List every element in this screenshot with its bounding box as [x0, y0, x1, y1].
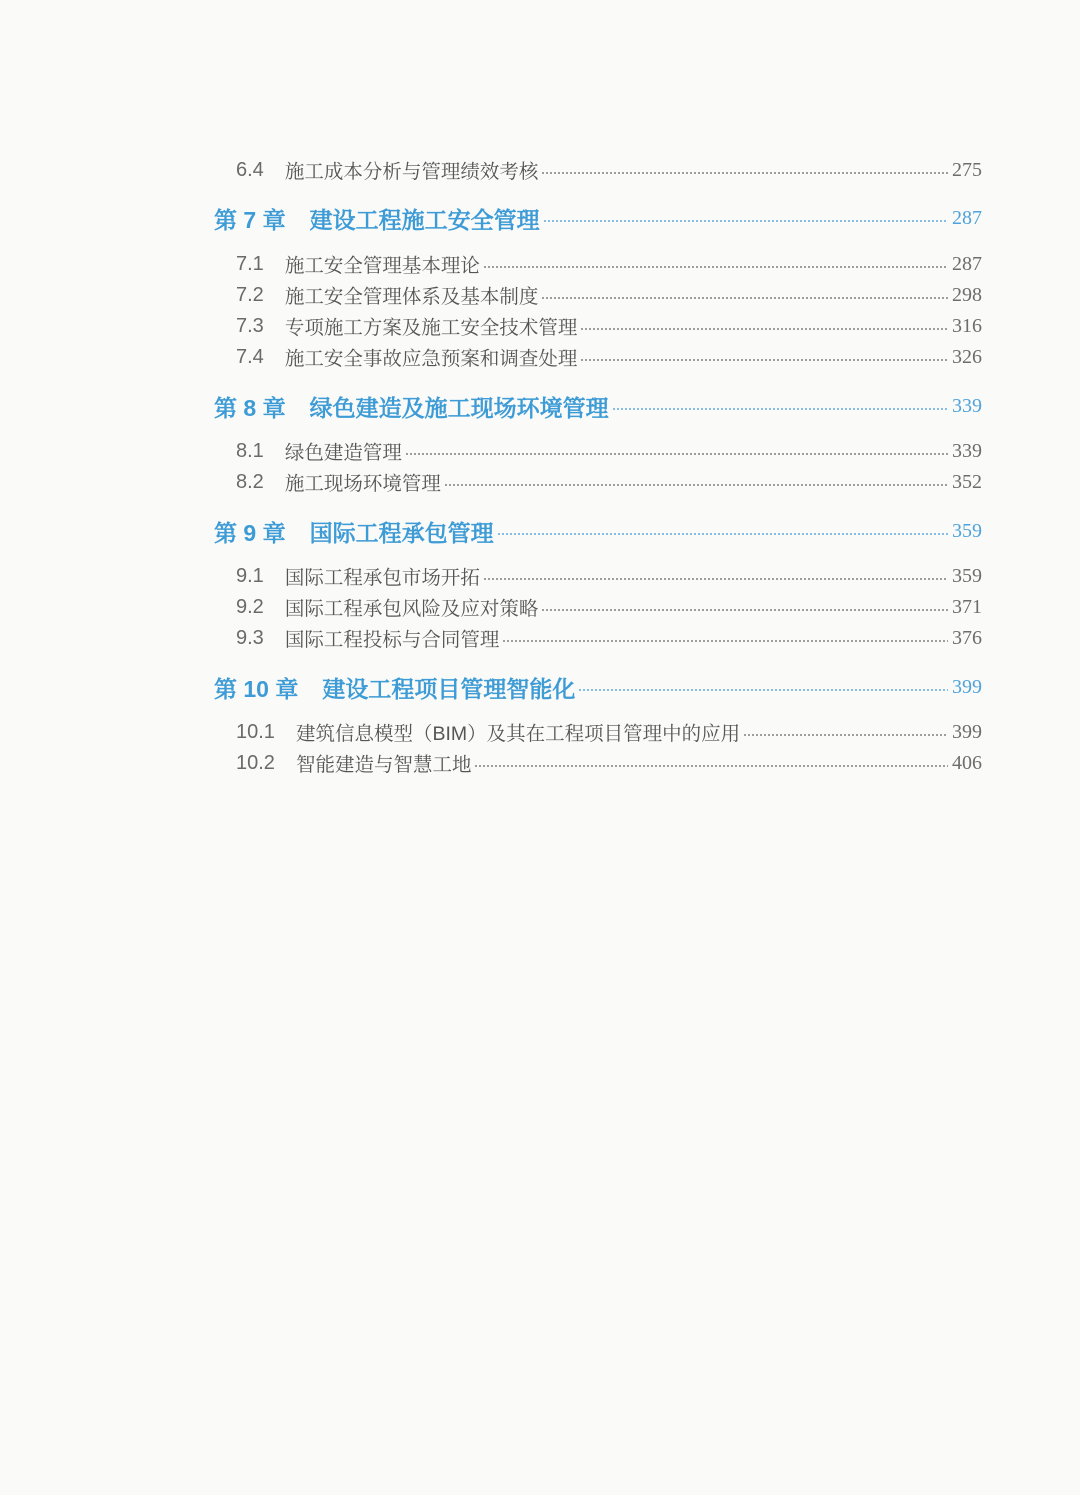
section-number: 10.1 [236, 720, 275, 743]
section-title: 施工安全事故应急预案和调查处理 [284, 348, 578, 370]
leader-dots [474, 764, 948, 768]
leader-dots [502, 639, 948, 643]
leader-dots [483, 577, 948, 581]
section-title: 国际工程承包市场开拓 [284, 567, 480, 589]
section-number: 7.3 [236, 314, 264, 337]
toc-section-row [236, 561, 982, 591]
chapter-page-number: 339 [952, 394, 982, 417]
chapter-page-number: 399 [952, 675, 982, 698]
section-number: 9.3 [236, 626, 264, 649]
chapter-label: 第 7 章 [214, 206, 286, 233]
toc-section-row [236, 592, 982, 622]
leader-dots [580, 358, 948, 362]
page-number: 371 [952, 595, 982, 618]
chapter-title: 建设工程项目管理智能化 [322, 675, 576, 702]
page-number: 399 [952, 720, 982, 743]
leader-dots [543, 219, 948, 223]
section-number: 9.1 [236, 564, 264, 587]
section-number: 7.1 [236, 252, 264, 275]
chapter-label: 第 10 章 [214, 675, 299, 702]
page-number: 298 [952, 283, 982, 306]
leader-dots [497, 532, 948, 536]
section-number: 9.2 [236, 595, 264, 618]
leader-dots [444, 483, 948, 487]
toc-chapter-row [214, 670, 982, 704]
section-number: 10.2 [236, 751, 275, 774]
page-number: 352 [952, 470, 982, 493]
leader-dots [483, 265, 948, 269]
section-title: 智能建造与智慧工地 [295, 754, 472, 776]
chapter-label: 第 8 章 [214, 394, 286, 421]
toc-section-row [236, 467, 982, 497]
toc-section-row [236, 623, 982, 653]
toc-section-row [236, 342, 982, 372]
toc-section-row [236, 311, 982, 341]
page-number: 275 [952, 158, 982, 181]
toc-chapter-row [214, 514, 982, 548]
leader-dots [541, 171, 948, 175]
page-number: 406 [952, 751, 982, 774]
chapter-title: 国际工程承包管理 [309, 519, 494, 546]
leader-dots [743, 733, 948, 737]
section-title: 施工成本分析与管理绩效考核 [284, 161, 539, 183]
leader-dots [578, 688, 948, 692]
section-title: 绿色建造管理 [284, 442, 402, 464]
toc-section-row [236, 249, 982, 279]
page-number: 359 [952, 564, 982, 587]
section-title: 施工安全管理基本理论 [284, 255, 480, 277]
section-number: 7.4 [236, 345, 264, 368]
page-number: 376 [952, 626, 982, 649]
leader-dots [541, 608, 948, 612]
toc-chapter-row [214, 201, 982, 235]
leader-dots [580, 327, 948, 331]
toc-chapter-row [214, 389, 982, 423]
section-number: 8.2 [236, 470, 264, 493]
chapter-title: 建设工程施工安全管理 [309, 206, 540, 233]
leader-dots [541, 296, 948, 300]
page-number: 326 [952, 345, 982, 368]
section-title: 专项施工方案及施工安全技术管理 [284, 317, 578, 339]
page-number: 316 [952, 314, 982, 337]
section-title: 建筑信息模型（BIM）及其在工程项目管理中的应用 [295, 723, 741, 745]
toc-section-row [236, 280, 982, 310]
page-number: 287 [952, 252, 982, 275]
chapter-page-number: 359 [952, 519, 982, 542]
chapter-page-number: 287 [952, 206, 982, 229]
chapter-label: 第 9 章 [214, 519, 286, 546]
section-title: 施工安全管理体系及基本制度 [284, 286, 539, 308]
toc-section-row [236, 717, 982, 747]
section-title: 国际工程承包风险及应对策略 [284, 598, 539, 620]
section-title: 施工现场环境管理 [284, 473, 441, 495]
chapter-title: 绿色建造及施工现场环境管理 [309, 394, 609, 421]
toc-section-row [236, 155, 982, 185]
leader-dots [405, 452, 948, 456]
section-number: 6.4 [236, 158, 264, 181]
page-number: 339 [952, 439, 982, 462]
toc-section-row [236, 436, 982, 466]
section-number: 8.1 [236, 439, 264, 462]
section-title: 国际工程投标与合同管理 [284, 629, 500, 651]
section-number: 7.2 [236, 283, 264, 306]
toc-section-row [236, 748, 982, 778]
leader-dots [612, 407, 948, 411]
